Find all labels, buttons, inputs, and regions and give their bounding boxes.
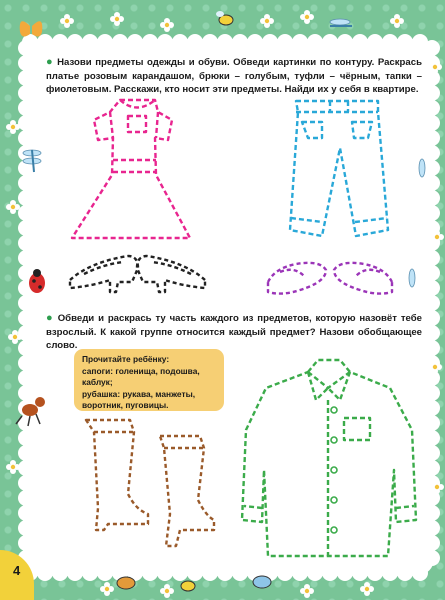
page-number: 4 — [13, 563, 21, 578]
shirt-button — [331, 497, 337, 503]
note-line-shirt: рубашка: рукава, манжеты, воротник, пуговицы. — [82, 388, 196, 411]
slippers-outline — [268, 263, 392, 294]
boots-outline — [86, 420, 214, 546]
dragonfly-icon — [330, 19, 352, 26]
dragonfly-icon — [419, 159, 425, 177]
note-title: Прочитайте ребёнку: — [82, 354, 170, 364]
bug-icon — [117, 577, 135, 589]
task2-text: Обведи и раскрась ту часть каждого из предметов, которую назовёт тебе взрослый. К какой группе относится каждый предмет? Назови обобщающее слово. — [46, 313, 422, 352]
note-line-boots: сапоги: голенища, подошва, каблук; — [82, 365, 200, 388]
shirt-button — [331, 527, 337, 533]
dragonfly-icon — [23, 150, 41, 172]
bee-icon — [181, 581, 195, 591]
task1-text: Назови предметы одежды и обуви. Обведи картинки по контуру. Раскрась платье розовым карандашом, брюки – голубым, туфли – чёрным, тапки – фиолетовым. Расскажи, кто носит эти предметы. Найди их у себя в квартире. — [46, 57, 422, 96]
bullet-icon: ● — [46, 312, 54, 324]
dragonfly-icon — [409, 269, 415, 287]
bug-icon — [253, 576, 271, 588]
butterfly-icon — [20, 21, 43, 36]
ladybug-icon — [29, 269, 45, 293]
pants-outline — [290, 101, 388, 236]
shoes-outline — [70, 256, 205, 292]
shirt-button — [331, 437, 337, 443]
shirt-buttons — [331, 407, 337, 533]
bullet-icon: ● — [46, 56, 54, 68]
ant-icon — [16, 397, 45, 426]
bee-icon — [216, 11, 233, 25]
shirt-button — [331, 467, 337, 473]
dress-outline — [72, 100, 190, 238]
shirt-button — [331, 407, 337, 413]
shirt-outline — [242, 360, 416, 556]
